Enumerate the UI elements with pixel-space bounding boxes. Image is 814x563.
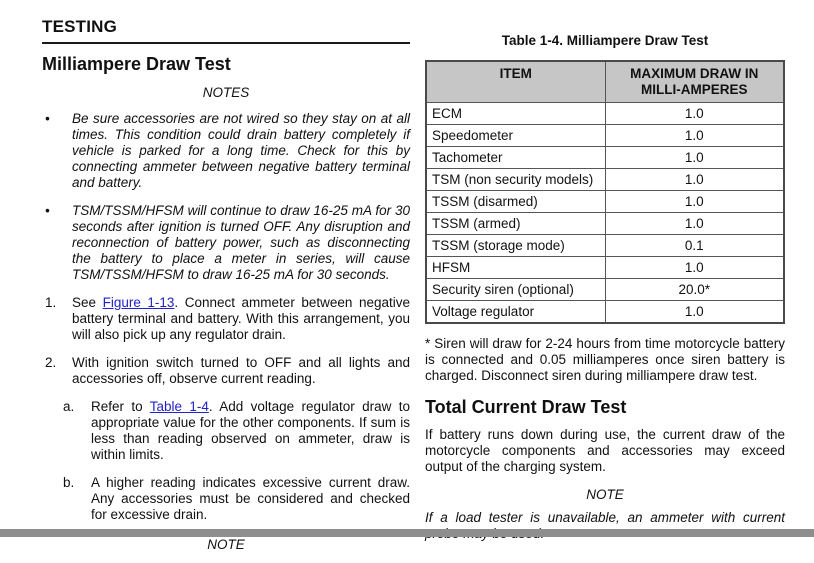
substep-a-text xyxy=(91,399,410,463)
item-cell: HFSM xyxy=(426,257,605,279)
table-header-row xyxy=(426,61,784,103)
item-cell: TSSM (storage mode) xyxy=(426,235,605,257)
section-title: TESTING xyxy=(42,17,410,44)
item-cell: Tachometer xyxy=(426,147,605,169)
col-header-max-draw: MAXIMUM DRAW IN MILLI-AMPERES xyxy=(605,61,784,103)
bullet-marker: • xyxy=(45,111,50,126)
value-cell: 1.0 xyxy=(605,213,784,235)
subsection-title: Milliampere Draw Test xyxy=(42,54,231,74)
notes-heading: NOTES xyxy=(202,85,250,100)
substep-a-letter: a. xyxy=(63,399,75,414)
substep-b-letter: b. xyxy=(63,475,75,490)
left-column xyxy=(42,17,410,563)
table-row xyxy=(426,235,784,257)
col-header-item: ITEM xyxy=(426,61,605,103)
item-cell: Speedometer xyxy=(426,125,605,147)
table-caption: Table 1-4. Milliampere Draw Test xyxy=(501,33,709,48)
item-cell: TSSM (armed) xyxy=(426,213,605,235)
value-cell: 1.0 xyxy=(605,257,784,279)
step-1-prefix: See xyxy=(72,295,103,310)
milliampere-draw-table xyxy=(425,60,785,324)
substep-a-suffix: . Add voltage regulator draw to appropriate value for the other components. If sum is less than reading observed on ammeter, draw is within limits. xyxy=(91,399,410,462)
note-bullet-1-text: Be sure accessories are not wired so they stay on at all times. This condition could drain battery completely if vehicle is parked for a long time. Check for this by connecting ammeter between negative battery terminal and battery. xyxy=(72,111,410,190)
value-cell: 1.0 xyxy=(605,301,784,324)
item-cell: Voltage regulator xyxy=(426,301,605,324)
total-current-paragraph: If battery runs down during use, the current draw of the motorcycle components and accessories may exceed output of the charging system. xyxy=(425,427,785,474)
table-row xyxy=(426,213,784,235)
page-bottom-edge xyxy=(0,529,814,537)
step-1-text xyxy=(72,295,410,343)
table-row xyxy=(426,125,784,147)
table-row xyxy=(426,103,784,125)
table-footnote: * Siren will draw for 2-24 hours from time motorcycle battery is connected and 0.05 milliamperes once siren battery is charged. Disconnect siren during milliampere draw test. xyxy=(425,336,785,383)
item-cell: TSM (non security models) xyxy=(426,169,605,191)
table-1-4-link[interactable]: Table 1-4 xyxy=(149,399,209,414)
value-cell: 1.0 xyxy=(605,147,784,169)
note-heading-left: NOTE xyxy=(207,537,245,552)
note-text: If a load tester is unavailable, an ammeter with current xyxy=(425,510,785,525)
value-cell: 1.0 xyxy=(605,125,784,147)
item-cell: Security siren (optional) xyxy=(426,279,605,301)
step-2 xyxy=(42,355,410,387)
value-cell: 0.1 xyxy=(605,235,784,257)
value-cell: 1.0 xyxy=(605,169,784,191)
note-bullet-1 xyxy=(42,111,410,191)
value-cell: 1.0 xyxy=(605,191,784,213)
total-current-title: Total Current Draw Test xyxy=(425,397,627,417)
table-row xyxy=(426,169,784,191)
note-bullet-2 xyxy=(42,203,410,283)
note-heading-right: NOTE xyxy=(586,487,624,502)
substep-b xyxy=(63,475,410,523)
substep-a-prefix: Refer to xyxy=(91,399,150,414)
substep-b-text: A higher reading indicates excessive current draw. Any accessories must be considered and checked for excessive drain. xyxy=(91,475,410,522)
value-cell: 20.0* xyxy=(605,279,784,301)
bullet-marker: • xyxy=(45,203,50,218)
table-row xyxy=(426,279,784,301)
step-1-number: 1. xyxy=(45,295,57,310)
step-2-number: 2. xyxy=(45,355,57,370)
table-row xyxy=(426,257,784,279)
step-1-suffix: . Connect ammeter between negative battery terminal and battery. With this arrangement, you will also pick up any regulator drain. xyxy=(72,295,410,342)
table-row xyxy=(426,147,784,169)
note-bullet-2-text: TSM/TSSM/HFSM will continue to draw 16-25 mA for 30 seconds after ignition is turned OFF. Any disruption and reconnection of battery power, such as disconnecting the battery to place a meter in series, will cause TSM/TSSM/HFSM to draw 16-25 mA for 30 seconds. xyxy=(72,203,410,282)
step-2-text: With ignition switch turned to OFF and all lights and accessories off, observe current reading. xyxy=(72,355,410,386)
substep-a xyxy=(63,399,410,463)
right-column xyxy=(425,33,785,542)
table-row xyxy=(426,191,784,213)
item-cell: ECM xyxy=(426,103,605,125)
figure-1-13-link[interactable]: Figure 1-13 xyxy=(102,295,175,310)
value-cell: 1.0 xyxy=(605,103,784,125)
item-cell: TSSM (disarmed) xyxy=(426,191,605,213)
step-1 xyxy=(42,295,410,343)
table-row xyxy=(426,301,784,324)
